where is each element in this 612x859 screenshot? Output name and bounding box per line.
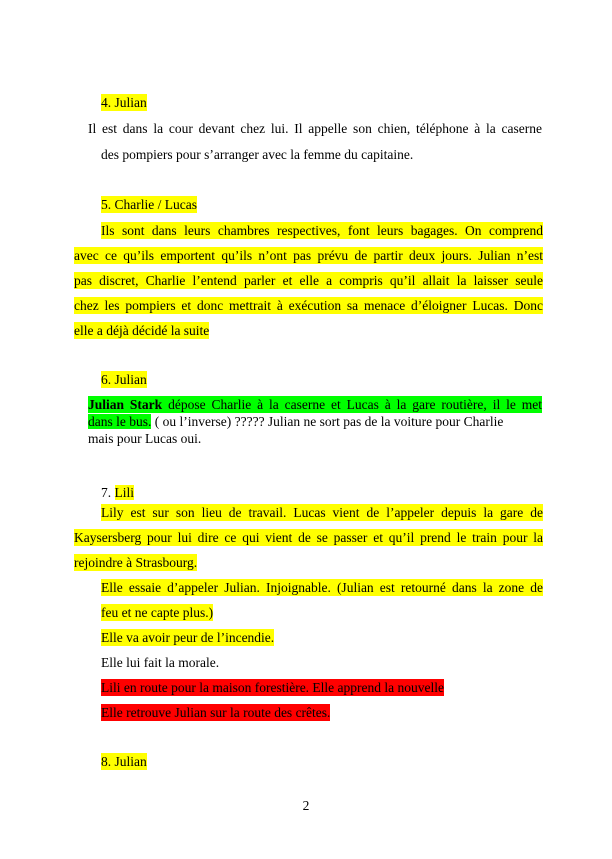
section-7-line-1: Lily est sur son lieu de travail. Lucas vient de l’appeler depuis la gare de — [101, 505, 543, 520]
section-6-line-1: Julian Stark dépose Charlie à la caserne et Lucas à la gare routière, il le met — [88, 397, 542, 412]
section-7-line-3: rejoindre à Strasbourg. — [74, 555, 198, 570]
page-number: 2 — [302, 798, 310, 813]
section-5-line-4: chez les pompiers et donc mettrait à exécution sa menace d’éloigner Lucas. Donc — [74, 298, 543, 313]
section-7-line-6: Elle va avoir peur de l’incendie. — [101, 630, 275, 645]
section-7-line-4: Elle essaie d’appeler Julian. Injoignable. (Julian est retourné dans la zone de — [101, 580, 543, 595]
section-7-line-7: Elle lui fait la morale. — [101, 655, 220, 670]
section-5-line-5: elle a déjà décidé la suite — [74, 323, 210, 338]
section-7-heading: 7. Lili — [101, 485, 134, 500]
section-6-line-3: mais pour Lucas oui. — [88, 431, 202, 446]
section-4-line-1: Il est dans la cour devant chez lui. Il appelle son chien, téléphone à la caserne — [88, 121, 542, 136]
character-name: Julian Stark — [88, 397, 163, 412]
section-4-heading: 4. Julian — [101, 95, 147, 110]
section-4-line-2: des pompiers pour s’arranger avec la femme du capitaine. — [101, 147, 414, 162]
section-5-heading: 5. Charlie / Lucas — [101, 197, 197, 212]
section-7-line-2: Kaysersberg pour lui dire ce qui vient de se passer et qu’il prend le train pour la — [74, 530, 543, 545]
section-7-line-8: Lili en route pour la maison forestière. Elle apprend la nouvelle — [101, 680, 445, 695]
section-8-heading: 8. Julian — [101, 754, 147, 769]
section-5-line-1: Ils sont dans leurs chambres respectives, font leurs bagages. On comprend — [101, 223, 543, 238]
section-6-heading: 6. Julian — [101, 372, 147, 387]
section-7-line-9: Elle retrouve Julian sur la route des crêtes. — [101, 705, 331, 720]
section-6-line-2: dans le bus. ( ou l’inverse) ????? Julian ne sort pas de la voiture pour Charlie — [88, 414, 504, 429]
section-5-line-2: avec ce qu’ils emportent qu’ils n’ont pas prévu de partir deux jours. Julian n’est — [74, 248, 543, 263]
section-7-heading-name: Lili — [114, 485, 134, 500]
section-7-line-5: feu et ne capte plus.) — [101, 605, 214, 620]
section-5-line-3: pas discret, Charlie l’entend parler et elle a compris qu’il allait la laisser seule — [74, 273, 543, 288]
